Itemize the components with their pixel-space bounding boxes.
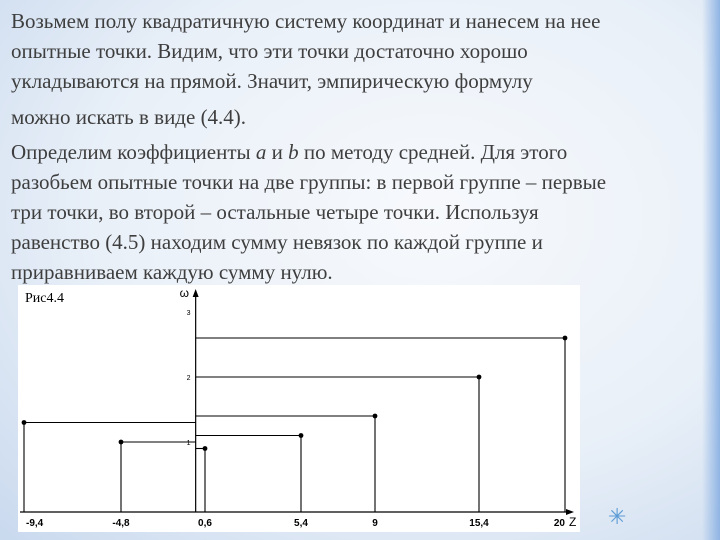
- star-icon: ✳: [608, 505, 627, 530]
- x-tick-label: 5,4: [294, 518, 308, 529]
- data-point: [373, 414, 378, 419]
- data-point: [299, 433, 304, 438]
- coef-a: a: [255, 140, 267, 164]
- figure-caption: Рис4.4: [25, 291, 64, 306]
- chart: [18, 285, 580, 532]
- coef-b: b: [288, 140, 299, 164]
- figure-4-4: [18, 285, 580, 532]
- data-point: [119, 440, 124, 445]
- p3-prefix: Определим коэффициенты: [11, 140, 256, 164]
- slide-edge-decoration: [702, 0, 720, 540]
- p1-line-3: укладываются на прямой. Значит, эмпирическую формулу: [11, 69, 533, 93]
- p3-rest: по методу средней. Для этого: [298, 140, 568, 164]
- p1-line-2: опытные точки. Видим, что эти точки достаточно хорошо: [11, 39, 528, 63]
- y-axis-label: ω: [179, 286, 190, 300]
- y-tick-label: 2: [186, 375, 191, 382]
- data-point: [563, 336, 568, 341]
- x-tick-label: -4,8: [112, 518, 130, 529]
- data-point: [22, 420, 27, 425]
- x-tick-label: 0,6: [198, 518, 212, 529]
- data-point: [203, 446, 208, 451]
- x-tick-label: 20: [553, 518, 565, 529]
- p1-line-1: Возьмем полу квадратичную систему координат и нанесем на нее: [11, 9, 601, 33]
- slide-text: [11, 6, 701, 287]
- y-tick-label: 3: [186, 310, 191, 317]
- x-tick-label: 9: [372, 518, 378, 529]
- p3-line-5: приравниваем каждую сумму нулю.: [11, 260, 333, 284]
- x-tick-label: 15,4: [469, 518, 489, 529]
- paragraph-1: [11, 6, 701, 96]
- p3-line-2: разобьем опытные точки на две группы: в первой группе – первые: [11, 170, 607, 194]
- data-point: [477, 375, 482, 380]
- y-tick-label: 1: [186, 440, 191, 447]
- p3-line-3: три точки, во второй – остальные четыре точки. Используя: [11, 200, 539, 224]
- p3-line-4: равенство (4.5) находим сумму невязок по каждой группе и: [11, 230, 543, 254]
- paragraph-3: [11, 137, 701, 287]
- x-tick-label: -9,4: [26, 518, 44, 529]
- p3-mid: и: [266, 140, 289, 164]
- paragraph-2: можно искать в виде (4.4).: [11, 105, 247, 129]
- y-axis-arrow: [193, 289, 199, 297]
- x-axis-label: Z: [569, 515, 577, 529]
